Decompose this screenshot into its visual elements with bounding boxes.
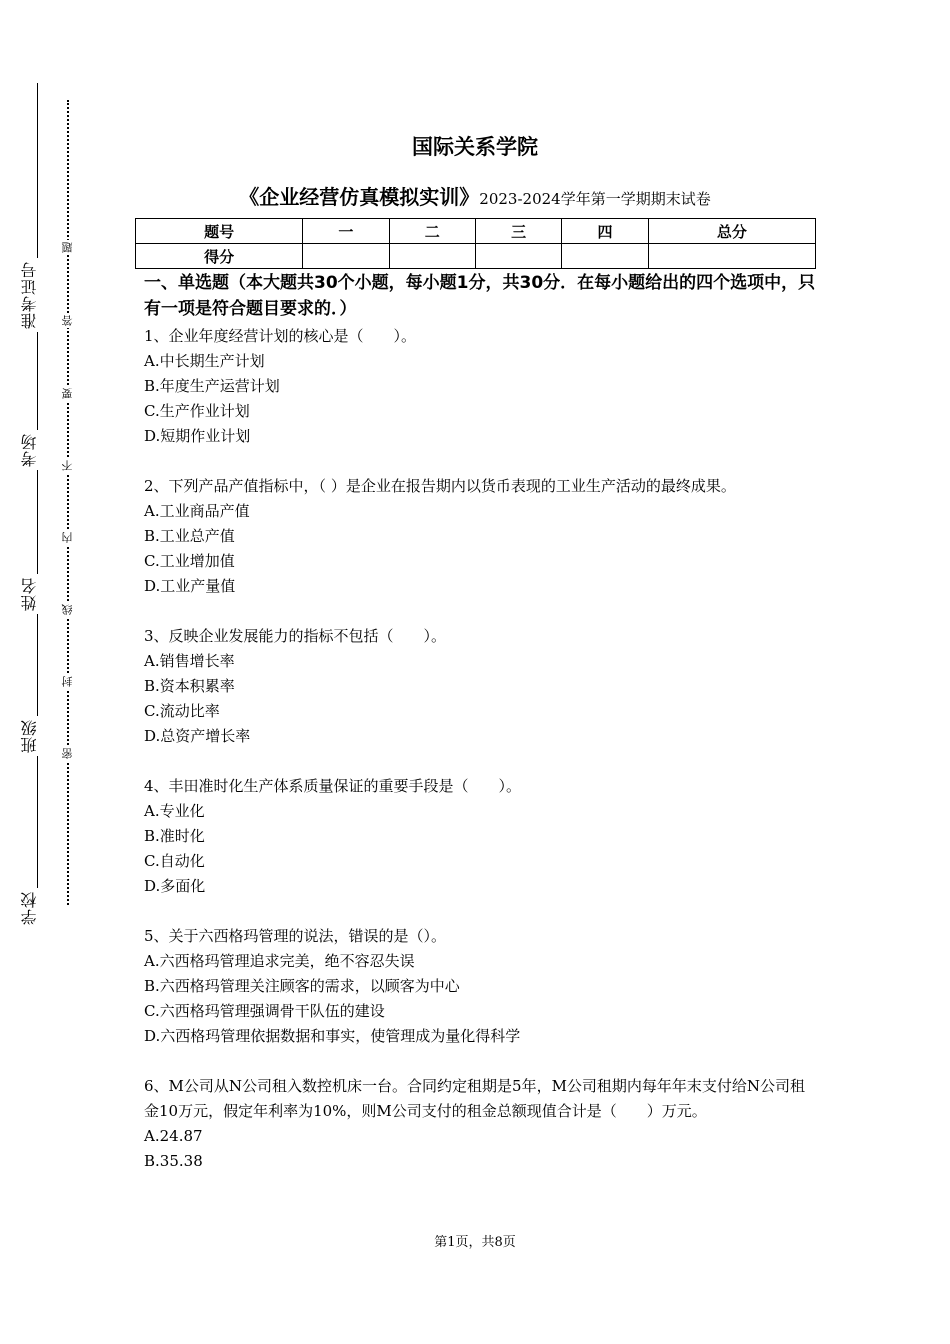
school-title: 国际关系学院	[412, 135, 538, 159]
question-5	[144, 924, 816, 1049]
score-cell: 得分	[136, 244, 303, 269]
option: D.六西格玛管理依据数据和事实，使管理成为量化得科学	[144, 1027, 521, 1045]
seal-char: 答	[61, 315, 74, 326]
question-1	[144, 324, 816, 449]
option: D.短期作业计划	[144, 427, 251, 445]
question-stem: 5、关于六西格玛管理的说法，错误的是（）。	[144, 927, 447, 945]
exam-term: 2023-2024学年第一学期期末试卷	[479, 190, 711, 208]
question-stem: 1、企业年度经营计划的核心是（ ）。	[144, 327, 417, 345]
seal-char: 线	[61, 604, 74, 615]
seal-char: 要	[61, 388, 74, 399]
score-cell: 四	[562, 219, 648, 244]
score-cell: 总分	[648, 219, 815, 244]
option: B.年度生产运营计划	[144, 377, 280, 395]
option: C.流动比率	[144, 702, 220, 720]
option: B.六西格玛管理关注顾客的需求，以顾客为中心	[144, 977, 460, 995]
seal-char: 封	[61, 676, 74, 687]
field-school-label: 学校	[18, 888, 46, 928]
score-cell	[389, 244, 475, 269]
score-cell	[648, 244, 815, 269]
question-stem: 6、M公司从N公司租入数控机床一台。合同约定租期是5年，M公司租期内每年年末支付给N公司租金10万元，假定年利率为10%，则M公司支付的租金总额现值合计是（ ）万元。	[144, 1077, 806, 1120]
seal-char: 题	[61, 242, 74, 253]
option: C.自动化	[144, 852, 205, 870]
option: B.工业总产值	[144, 527, 235, 545]
option: A.工业商品产值	[144, 502, 250, 520]
page-footer: 第1页，共8页	[434, 1235, 516, 1250]
score-cell	[475, 244, 561, 269]
question-stem: 2、下列产品产值指标中，（ ）是企业在报告期内以货币表现的工业生产活动的最终成果。	[144, 477, 736, 495]
option: B.35.38	[144, 1152, 203, 1170]
exam-content	[144, 270, 816, 1199]
option: C.六西格玛管理强调骨干队伍的建设	[144, 1002, 385, 1020]
score-cell	[562, 244, 648, 269]
course-name: 《企业经营仿真模拟实训》	[239, 185, 480, 209]
option: A.中长期生产计划	[144, 352, 265, 370]
field-exam-id-label: 准考证号	[18, 258, 46, 332]
option: B.资本积累率	[144, 677, 235, 695]
option: A.专业化	[144, 802, 205, 820]
score-cell: 三	[475, 219, 561, 244]
score-table	[135, 218, 816, 269]
seal-char: 不	[61, 460, 74, 471]
score-table-score-row	[136, 244, 816, 269]
field-name-label: 姓名	[18, 574, 46, 614]
option: D.多面化	[144, 877, 206, 895]
question-3	[144, 624, 816, 749]
section-heading: 一、单选题（本大题共30个小题，每小题1分，共30分．在每小题给出的四个选项中，只有一项是符合题目要求的．）	[144, 273, 816, 319]
score-table-header-row	[136, 219, 816, 244]
option: D.总资产增长率	[144, 727, 251, 745]
question-stem: 3、反映企业发展能力的指标不包括（ ）。	[144, 627, 447, 645]
seal-dotted-line	[67, 100, 69, 905]
option: D.工业产量值	[144, 577, 236, 595]
seal-char: 内	[61, 532, 74, 543]
question-6	[144, 1074, 816, 1174]
option: C.生产作业计划	[144, 402, 250, 420]
option: A.六西格玛管理追求完美，绝不容忍失误	[144, 952, 415, 970]
field-exam-room-label: 考场	[18, 430, 46, 470]
score-cell: 一	[303, 219, 389, 244]
option: B.准时化	[144, 827, 205, 845]
score-cell: 二	[389, 219, 475, 244]
score-cell: 题号	[136, 219, 303, 244]
exam-subtitle	[0, 181, 950, 210]
question-2	[144, 474, 816, 599]
field-class-label: 班级	[18, 716, 46, 756]
score-cell	[303, 244, 389, 269]
option: C.工业增加值	[144, 552, 235, 570]
option: A.销售增长率	[144, 652, 235, 670]
question-4	[144, 774, 816, 899]
question-stem: 4、丰田准时化生产体系质量保证的重要手段是（ ）。	[144, 777, 522, 795]
seal-char: 密	[61, 748, 74, 759]
option: A.24.87	[144, 1127, 203, 1145]
